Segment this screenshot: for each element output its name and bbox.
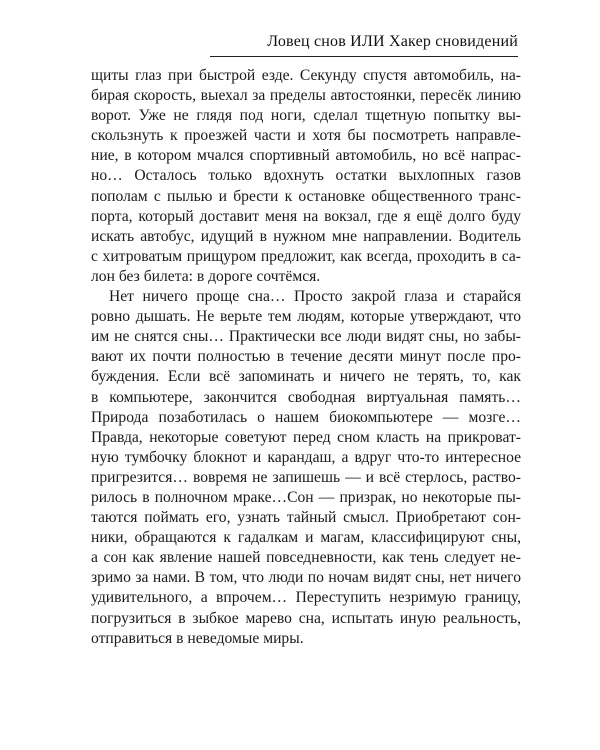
text-line: удивительного, а впрочем… Переступить незримую границу, [91,589,521,607]
text-line: щиты глаз при быстрой езде. Секунду спустя автомобиль, на- [91,67,521,84]
text-line: в компьютере, закончится свободная виртуальная память… [91,388,521,406]
text-line: но… Осталось только вдохнуть остатки выхлопных газов [91,167,521,185]
text-line: рилось в полночном мраке…Сон — призрак, но некоторые пы- [91,488,521,506]
text-line: зримо за нами. В том, что люди по ночам видят сны, нет ничего [91,569,521,587]
text-line: лон без билета: в дороге сочтёмся. [91,267,321,285]
text-line: таются поймать его, узнать тайный смысл. Приобретают сон- [91,509,521,527]
text-line: с хитроватым прищуром предложит, как всегда, проходить в са- [91,247,521,265]
text-line: Нет ничего проще сна… Просто закрой глаза и старайся [109,288,521,306]
text-line: ние, в котором мчался спортивный автомобиль, но всё напрас- [91,147,521,165]
text-line: порта, который доставит меня на вокзал, где я ещё долго буду [91,207,521,225]
text-line: а сон как явление нашей повседневности, как тень следует не- [91,549,521,567]
text-line: им не снятся сны… Практически все люди видят сны, но забы- [91,328,521,346]
text-line: скользнуть к проезжей части и хотя бы посмотреть направле- [91,127,521,145]
text-line: пополам с пылью и брести к остановке общественного транс- [91,187,521,205]
body-text [91,66,521,649]
text-line: отправиться в неведомые миры. [91,629,304,647]
header-rule [210,56,518,57]
running-title: Ловец снов ИЛИ Хакер сновидений [267,33,518,50]
paragraph [91,66,521,287]
text-line: Правда, некоторые советуют перед сном класть на прикроват- [91,428,521,446]
text-line: буждения. Если всё запоминать и ничего не терять, то, как [91,368,521,386]
text-line: пригрезится… вовремя не запишешь — и всё стерлось, раство- [91,468,521,486]
text-line: вают их почти полностью в течение десяти минут после про- [91,348,521,366]
text-line: ворот. Уже не глядя под ноги, сделал тщетную попытку вы- [91,107,521,125]
text-line: бирая скорость, выехал за пределы автостоянки, пересёк линию [91,87,521,105]
text-line: ровно дышать. Не верьте тем людям, которые утверждают, что [91,308,521,326]
paragraph [91,287,521,649]
text-line: ную тумбочку блокнот и карандаш, а вдруг что-то интересное [91,448,521,466]
text-line: погрузиться в зыбкое марево сна, испытать иную реальность, [91,609,521,627]
text-line: Природа позаботилась о нашем биокомпьютере — мозге… [91,408,521,426]
text-line: ники, обращаются к гадалкам и магам, классифицируют сны, [91,529,521,547]
text-line: искать автобус, идущий в нужном мне направлении. Водитель [91,227,521,245]
